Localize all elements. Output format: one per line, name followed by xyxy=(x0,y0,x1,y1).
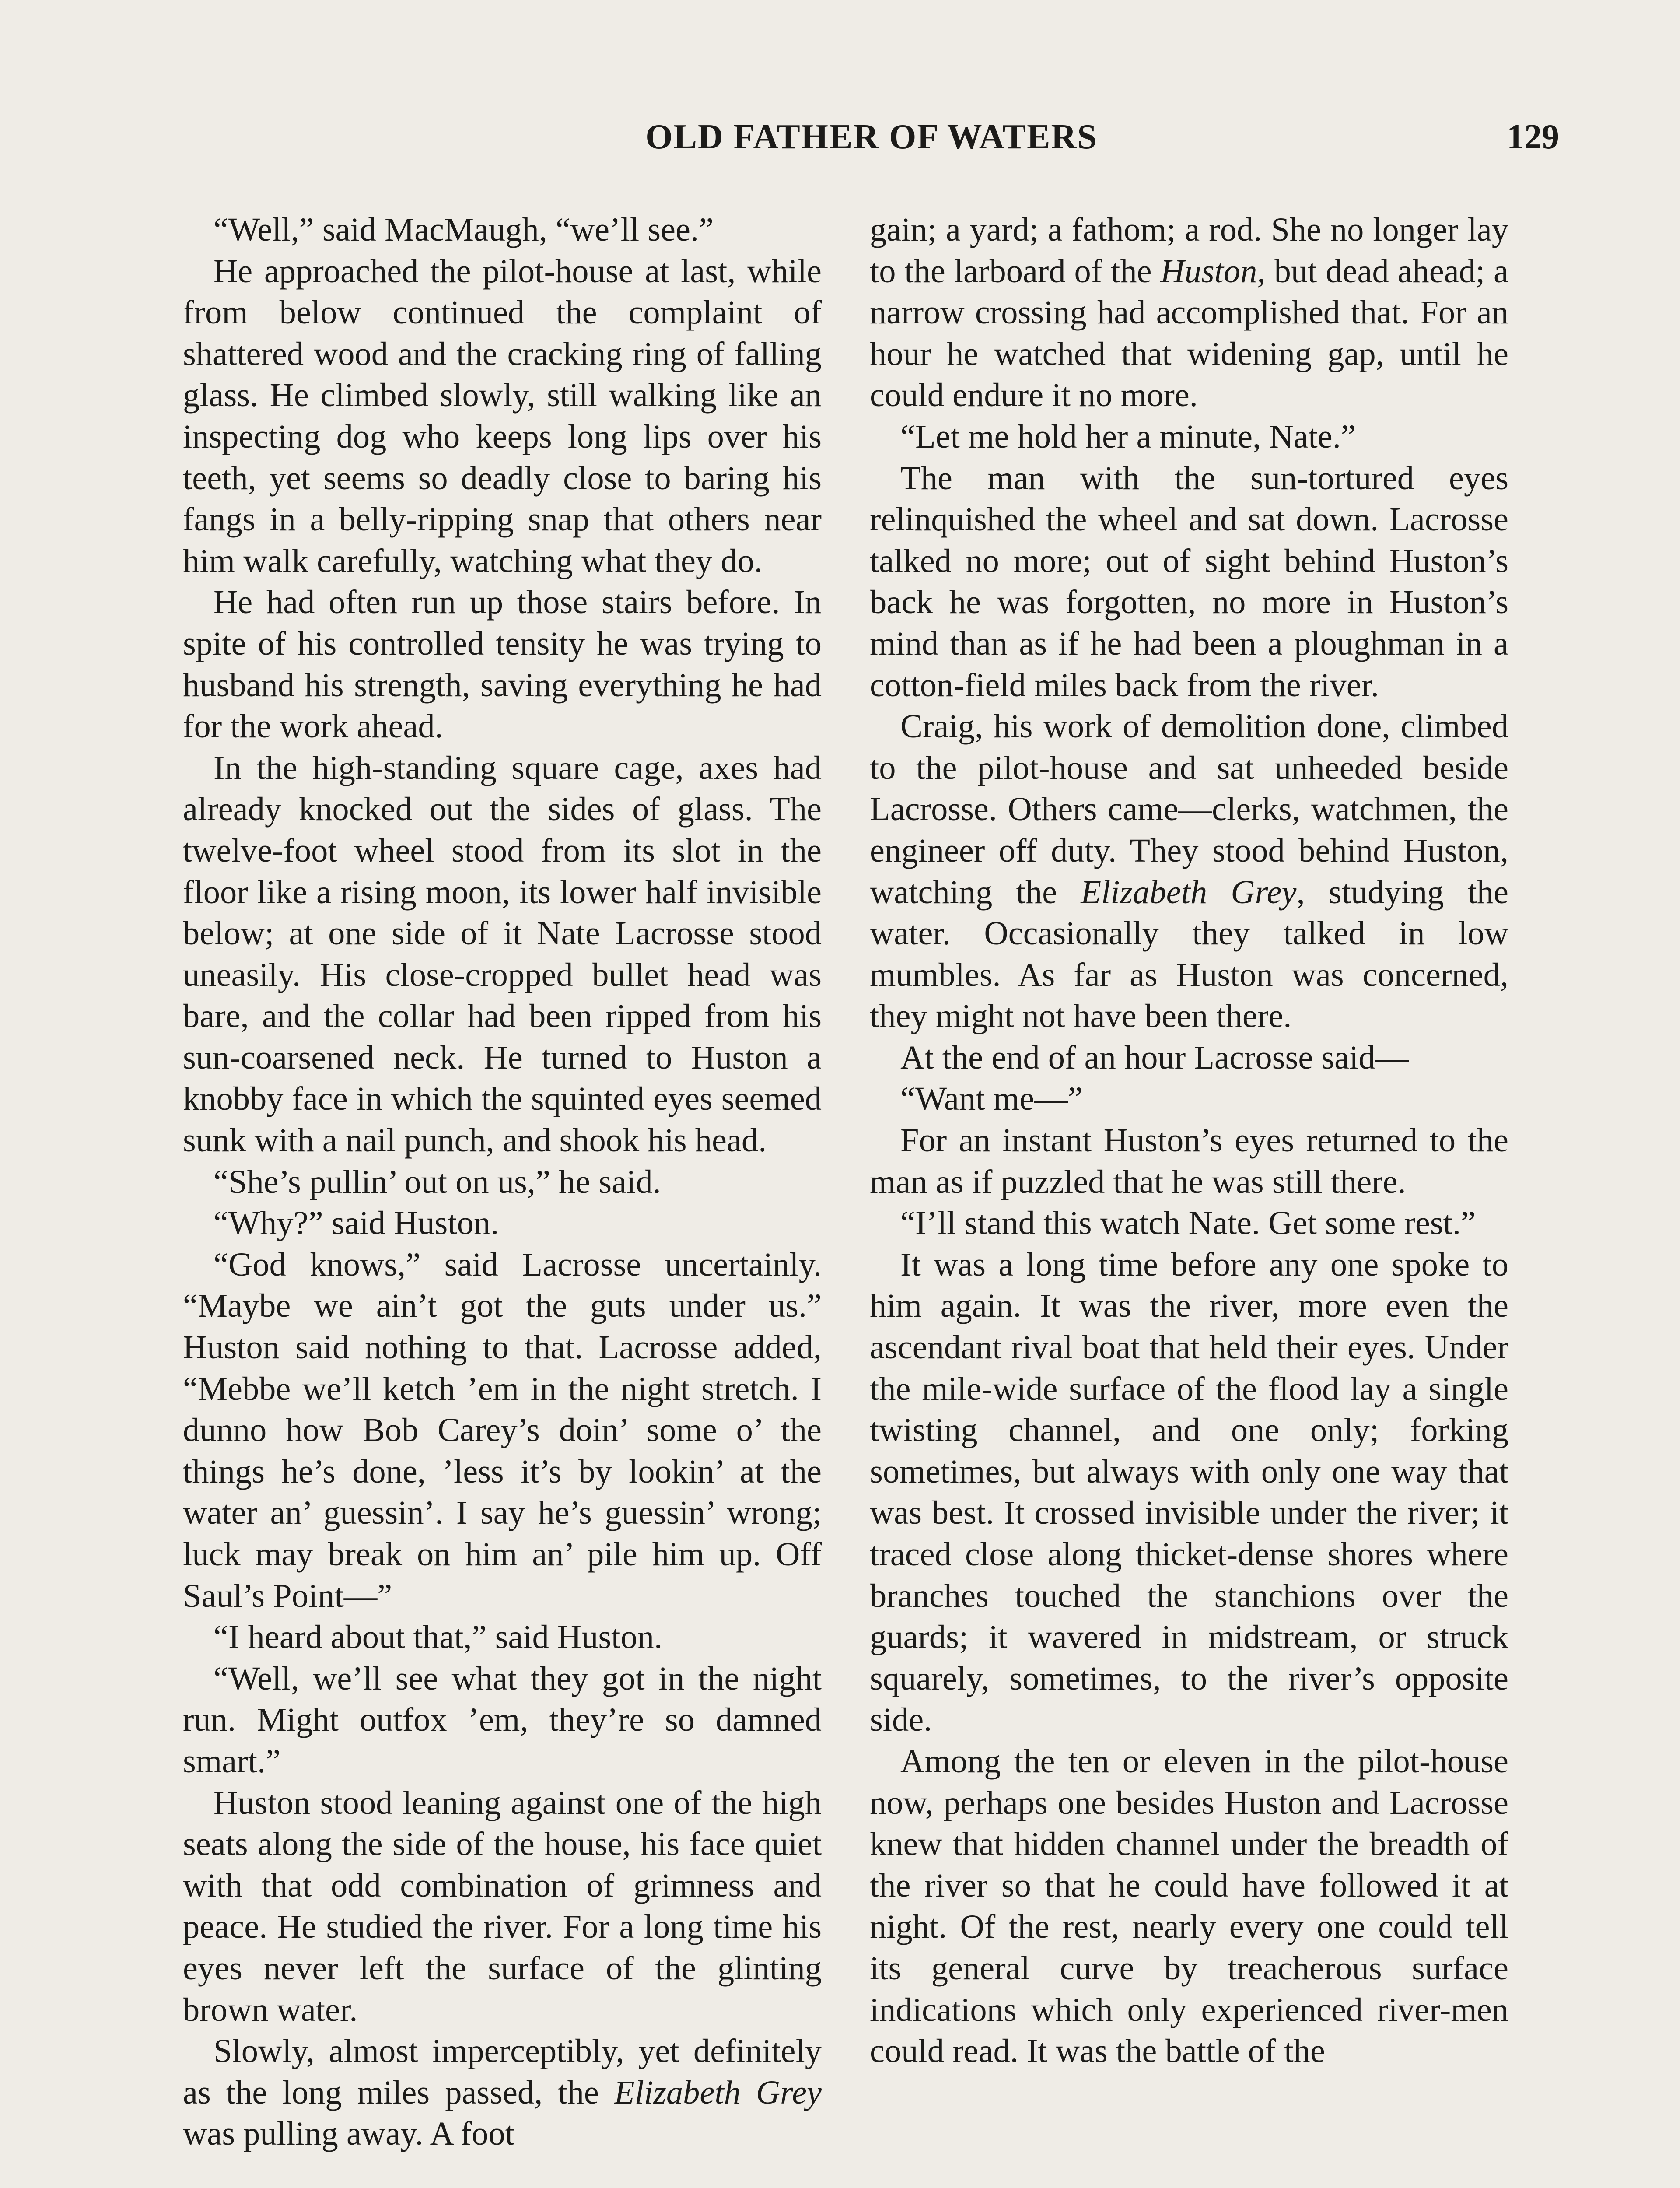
paragraph: “God knows,” said Lacrosse uncertainly. “Maybe we ain’t got the guts under us.” Huston said nothing to that. Lacrosse added, “Mebbe we’ll ketch ’em in the night stretch. I dunno how Bob Carey’s doin’ some o’ the things he’s done, ’less it’s by lookin’ at the water an’ guessin’. I say he’s guessin’ wrong; luck may break on him an’ pile him up. Off Saul’s Point—” xyxy=(183,1245,822,1614)
paragraph-text: was pulling away. A foot xyxy=(183,2115,514,2153)
page-header xyxy=(184,117,1559,165)
paragraph-text: Craig, his work of demolition done, climbed to the pilot-house and sat unheeded beside Lacrosse. Others came—clerks, watchmen, the engineer off duty. They stood behind Huston, watching the xyxy=(870,708,1508,911)
paragraph: Huston stood leaning against one of the high seats along the side of the house, his face quiet with that odd combination of grimness and peace. He studied the river. For a long time his eyes never left the surface of the glinting brown water. xyxy=(183,1784,822,2028)
paragraph: For an instant Huston’s eyes returned to the man as if puzzled that he was still there. xyxy=(870,1122,1508,1200)
paragraph: He had often run up those stairs before. In spite of his controlled tensity he was trying to husband his strength, saving everything he had for the work ahead. xyxy=(183,583,822,745)
paragraph: “Well, we’ll see what they got in the night run. Might outfox ’em, they’re so damned smart.” xyxy=(183,1659,822,1780)
paragraph: “I heard about that,” said Huston. xyxy=(214,1618,663,1656)
paragraph-text: , studying the water. Occasionally they talked in low mumbles. As far as Huston was concerned, they might not have been there. xyxy=(870,873,1508,1035)
paragraph: “Well,” said MacMaugh, “we’ll see.” xyxy=(214,211,714,248)
ship-name: Huston xyxy=(1160,252,1257,290)
running-head: OLD FATHER OF WATERS xyxy=(645,118,1098,156)
paragraph xyxy=(183,2030,822,2155)
paragraph: The man with the sun-tortured eyes relinquished the wheel and sat down. Lacrosse talked no more; out of sight behind Huston’s back he was forgotten, no more in Huston’s mind than as if he had been a ploughman in a cotton-field miles back from the river. xyxy=(870,459,1508,704)
paragraph: “I’ll stand this watch Nate. Get some rest.” xyxy=(900,1204,1476,1242)
paragraph-text: , but dead ahead; a narrow crossing had accomplished that. For an hour he watched that widening gap, until he could endure it no more. xyxy=(870,252,1509,414)
paragraph: “She’s pullin’ out on us,” he said. xyxy=(214,1163,661,1200)
paragraph-text: gain; a yard; a fathom; a rod. She no longer lay to the larboard of the xyxy=(870,211,1508,290)
paragraph: “Why?” said Huston. xyxy=(214,1204,499,1242)
left-column xyxy=(183,209,822,2155)
paragraph xyxy=(870,706,1508,1037)
paragraph: It was a long time before any one spoke to him again. It was the river, more even the ascendant rival boat that held their eyes. Under the mile-wide surface of the flood lay a single twisting channel, and one only; forking sometimes, but always with only one way that was best. It crossed invisible under the river; it traced close along thicket-dense shores where branches touched the stanchions over the guards; it wavered in midstream, or struck squarely, sometimes, to the river’s opposite side. xyxy=(870,1245,1508,1739)
paragraph: Among the ten or eleven in the pilot-house now, perhaps one besides Huston and Lacrosse knew that hidden channel under the breadth of the river so that he could have followed it at night. Of the rest, nearly every one could tell its general curve by treacherous surface indications which only experienced river-men could read. It was the battle of the xyxy=(870,1742,1508,2070)
paragraph-text: Slowly, almost imperceptibly, yet definitely as the long miles passed, the xyxy=(183,2032,822,2111)
ship-name: Elizabeth Grey xyxy=(614,2073,822,2111)
paragraph: “Want me—” xyxy=(900,1080,1083,1118)
paragraph: He approached the pilot-house at last, while from below continued the complaint of shattered wood and the cracking ring of falling glass. He climbed slowly, still walking like an inspecting dog who keeps long lips over his teeth, yet seems so deadly close to baring his fangs in a belly-ripping snap that others near him walk carefully, watching what they do. xyxy=(183,252,822,579)
paragraph: In the high-standing square cage, axes had already knocked out the sides of glass. The twelve-foot wheel stood from its slot in the floor like a rising moon, its lower half invisible below; at one side of it Nate Lacrosse stood uneasily. His close-cropped bullet head was bare, and the collar had been ripped from his sun-coarsened neck. He turned to Huston a knobby face in which the squinted eyes seemed sunk with a nail punch, and shook his head. xyxy=(183,749,822,1159)
ship-name: Elizabeth Grey xyxy=(1081,873,1297,911)
paragraph xyxy=(870,209,1508,416)
paragraph: At the end of an hour Lacrosse said— xyxy=(900,1038,1409,1076)
page-number: 129 xyxy=(1507,118,1559,156)
paragraph: “Let me hold her a minute, Nate.” xyxy=(900,417,1356,455)
right-column xyxy=(870,209,1508,2072)
